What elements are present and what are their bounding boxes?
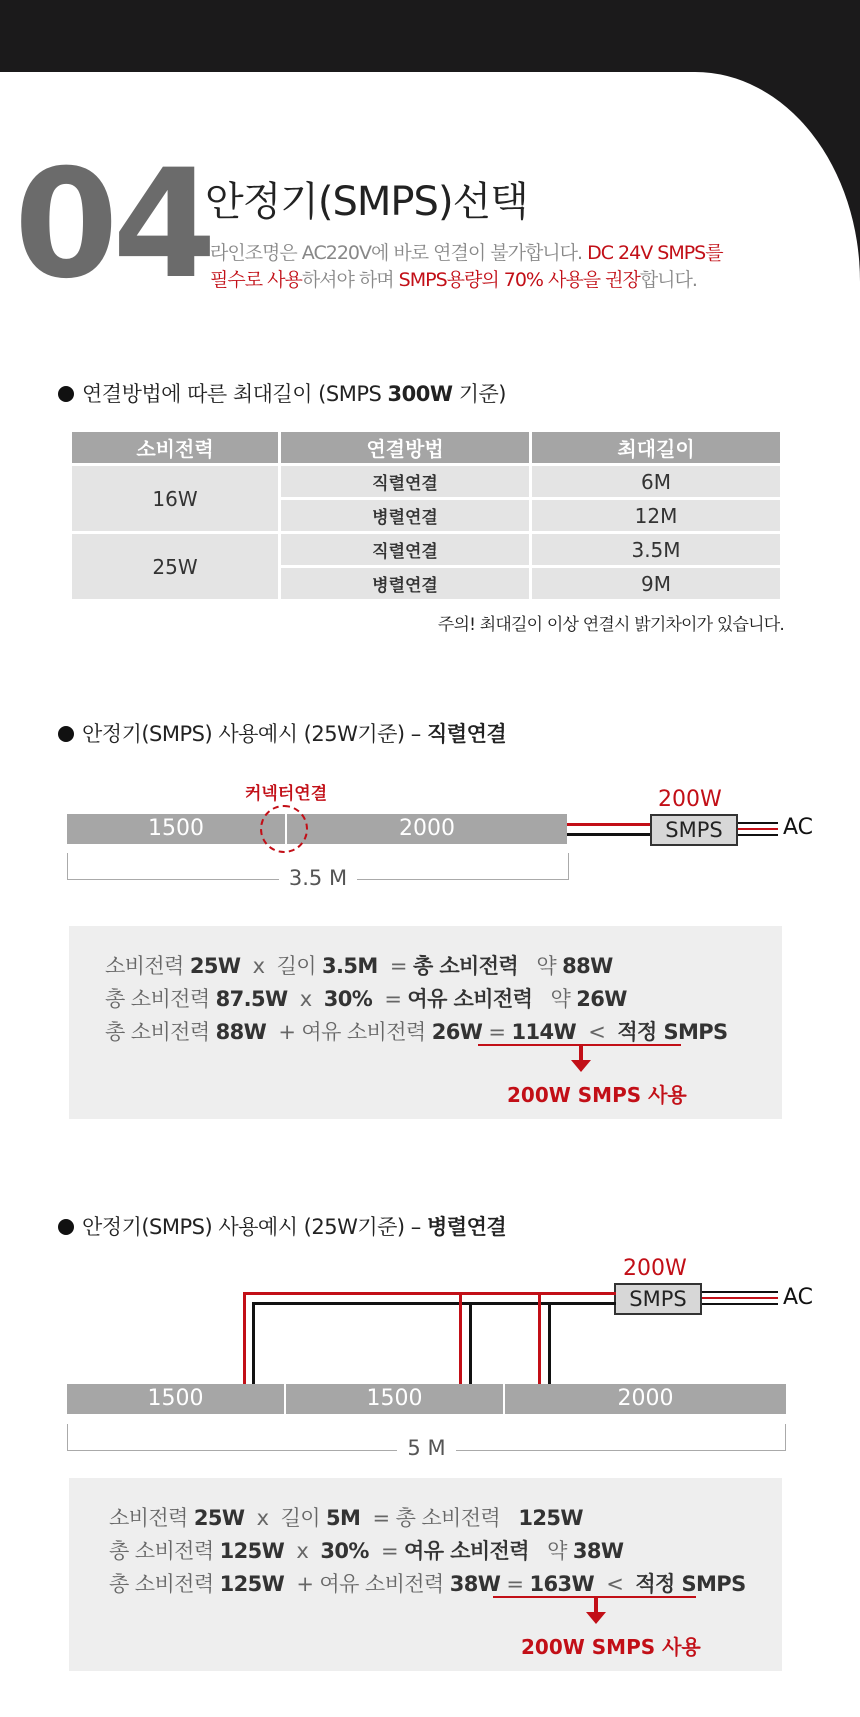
calc-line-2: 총 소비전력 125W x 30% = 여유 소비전력 약 38W xyxy=(109,1539,624,1563)
intro-line2-gray-a: 하셔야 하며 xyxy=(301,269,394,291)
calc-box xyxy=(69,926,782,1119)
ac-label: AC xyxy=(783,815,814,840)
calc-line-1: 소비전력 25W x 길이 3.5M = 총 소비전력 약 88W xyxy=(105,954,613,978)
bullet-icon xyxy=(58,386,74,402)
section3-heading-pre: 안정기(SMPS) 사용예시 (25W기준) – xyxy=(82,1215,421,1239)
dimension-label-wrap xyxy=(67,866,569,890)
method-cell: 병렬연결 xyxy=(281,568,529,599)
drop-wire-red xyxy=(459,1292,462,1384)
section3-heading xyxy=(58,1213,506,1241)
bus-wire-red xyxy=(243,1292,616,1295)
strip-segment-label: 1500 xyxy=(366,1386,423,1411)
drop-wire-red xyxy=(538,1292,541,1384)
section3-heading-bold: 병렬연결 xyxy=(427,1215,507,1239)
section1-heading xyxy=(58,380,506,408)
table-row xyxy=(72,534,780,565)
drop-wire-black xyxy=(252,1302,255,1384)
smps-box: SMPS xyxy=(614,1283,702,1315)
dimension-label: 3.5 M xyxy=(279,866,357,890)
calc-box xyxy=(69,1478,782,1671)
calc-line-1: 소비전력 25W x 길이 5M = 총 소비전력 125W xyxy=(109,1506,583,1530)
connector-label: 커넥터연결 xyxy=(245,784,328,804)
dimension-label-wrap xyxy=(67,1436,786,1460)
section2-heading xyxy=(58,720,506,748)
intro-line2-red-b: SMPS용량의 70% 사용을 권장 xyxy=(398,269,640,291)
strip-segment-label: 2000 xyxy=(399,816,455,841)
drop-wire-red xyxy=(243,1292,246,1384)
intro-line1-gray: 라인조명은 AC220V에 바로 연결이 불가합니다. xyxy=(210,242,583,264)
connector-circle-icon xyxy=(260,805,308,853)
section2-heading-bold: 직렬연결 xyxy=(427,722,507,746)
length-cell: 6M xyxy=(532,466,780,497)
table-header-row xyxy=(72,432,780,463)
ac-wire xyxy=(738,828,778,830)
wire-black xyxy=(567,833,650,836)
ac-wire xyxy=(738,822,778,824)
strip-segment-label: 2000 xyxy=(617,1386,674,1411)
strip-segment-label: 1500 xyxy=(147,1386,204,1411)
power-cell: 16W xyxy=(72,466,278,531)
length-cell: 9M xyxy=(532,568,780,599)
strip-divider xyxy=(284,1384,286,1414)
calc-line-3: 총 소비전력 125W + 여유 소비전력 38W = 163W < 적정 SMPS xyxy=(109,1572,746,1596)
section2-heading-pre: 안정기(SMPS) 사용예시 (25W기준) – xyxy=(82,722,421,746)
ac-wire xyxy=(702,1291,778,1293)
strip-segment-label: 1500 xyxy=(148,816,204,841)
intro-line1-red: DC 24V SMPS를 xyxy=(587,242,723,264)
strip-divider xyxy=(503,1384,505,1414)
smps-power-label: 200W xyxy=(623,1256,687,1281)
intro-text xyxy=(210,240,723,294)
length-table xyxy=(69,429,783,602)
bus-wire-black xyxy=(252,1302,616,1305)
bullet-icon xyxy=(58,726,74,742)
intro-line2-gray-b: 합니다. xyxy=(639,269,697,291)
page-title: 안정기(SMPS)선택 xyxy=(205,179,528,225)
table-header-cell: 최대길이 xyxy=(532,432,780,463)
section1-heading-pre: 연결방법에 따른 최대길이 (SMPS xyxy=(82,382,382,406)
power-cell: 25W xyxy=(72,534,278,599)
length-cell: 12M xyxy=(532,500,780,531)
ac-wire xyxy=(702,1303,778,1305)
bullet-icon xyxy=(58,1219,74,1235)
method-cell: 직렬연결 xyxy=(281,466,529,497)
intro-line2-red-a: 필수로 사용 xyxy=(210,269,302,291)
calc-line-3: 총 소비전력 88W + 여유 소비전력 26W = 114W < 적정 SMPS xyxy=(105,1020,728,1044)
smps-power-label: 200W xyxy=(658,787,722,812)
calc-line-2: 총 소비전력 87.5W x 30% = 여유 소비전력 약 26W xyxy=(105,987,627,1011)
ac-wire xyxy=(702,1297,778,1299)
length-cell: 3.5M xyxy=(532,534,780,565)
method-cell: 병렬연결 xyxy=(281,500,529,531)
content-panel xyxy=(0,72,860,1717)
result-text: 200W SMPS 사용 xyxy=(507,1083,687,1107)
table-header-cell: 소비전력 xyxy=(72,432,278,463)
down-arrow-icon xyxy=(571,1060,591,1072)
ac-wire xyxy=(738,834,778,836)
dimension-label: 5 M xyxy=(397,1436,455,1460)
section-number: 04 xyxy=(14,138,211,312)
table-header-cell: 연결방법 xyxy=(281,432,529,463)
table-row xyxy=(72,466,780,497)
section1-heading-post: 기준) xyxy=(458,382,506,406)
method-cell: 직렬연결 xyxy=(281,534,529,565)
result-text: 200W SMPS 사용 xyxy=(521,1635,701,1659)
section1-heading-bold: 300W xyxy=(387,382,453,406)
smps-box: SMPS xyxy=(650,814,738,846)
table-note: 주의! 최대길이 이상 연결시 밝기차이가 있습니다. xyxy=(437,615,784,635)
drop-wire-black xyxy=(469,1302,472,1384)
ac-label: AC xyxy=(783,1285,814,1310)
down-arrow-icon xyxy=(586,1612,606,1624)
wire-red xyxy=(567,823,650,826)
drop-wire-black xyxy=(548,1302,551,1384)
